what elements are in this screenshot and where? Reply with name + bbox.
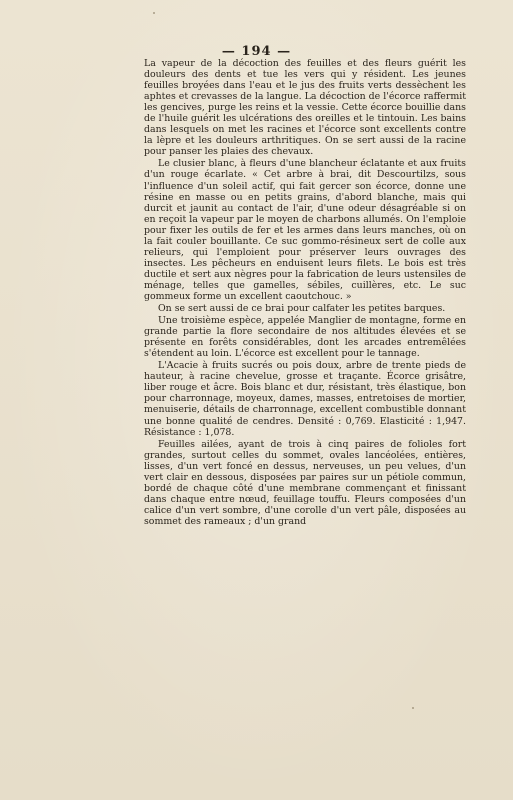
paragraph-manglier-de-montagne: Une troisième espèce, appelée Manglier de montagne, forme en grande partie la flore secondaire de nos altitudes élevées et se présente en forêts considérables, dont les arcades entremêlées s'étendent au loin. L'écorce est excellent pour le tannage.	[144, 315, 466, 360]
body-text	[144, 58, 466, 527]
paper-speck	[412, 707, 414, 709]
paragraph-brai-barques: On se sert aussi de ce brai pour calfater les petites barques.	[158, 303, 446, 315]
paragraph-acacie-fruits-sucres: L'Acacie à fruits sucrés ou pois doux, arbre de trente pieds de hauteur, à racine chevelue, grosse et traçante. Écorce grisâtre, liber rouge et âcre. Bois blanc et dur, résistant, très élastique, bon pour charronnage, moyeux, dames, masses, entretoises de mortier, menuiserie, détails de charronnage, excellent combustible donnant une bonne qualité de cendres. Densité : 0,769. Elasticité : 1,947. Résistance : 1,078.	[144, 360, 466, 438]
paragraph-clusier-blanc: Le clusier blanc, à fleurs d'une blancheur éclatante et aux fruits d'un rouge écarlate. « Cet arbre à brai, dit Descourtilzs, sous l'influence d'un soleil actif, qui fait gercer son écorce, donne une résine en masse ou en petits grains, d'abord blanche, mais qui durcit et jaunit au contact de l'air, d'une odeur désagréable si on en reçoit la vapeur par le moyen de charbons allumés. On l'emploie pour fixer les outils de fer et les armes dans leurs manches, où on la fait couler bouillante. Ce suc gommo-résineux sert de colle aux relieurs, qui l'emploient pour préserver leurs ouvrages des insectes. Les pêcheurs en enduisent leurs filets. Le bois est très ductile et sert aux nègres pour la fabrication de leurs ustensiles de ménage, telles que gamelles, sébiles, cuillères, etc. Le suc gommeux forme un excellent caoutchouc. »	[144, 158, 466, 302]
paragraph-decoction: La vapeur de la décoction des feuilles et des fleurs guérit les douleurs des dents et tue les vers qui y résident. Les jeunes feuilles broyées dans l'eau et le jus des fruits verts dessèchent les aphtes et crevasses de la langue. La décoction de l'écorce raffermit les gencives, purge les reins et la vessie. Cette écorce bouillie dans de l'huile guérit les ulcérations des oreilles et le tintouin. Les bains dans lesquels on met les racines et l'écorce sont excellents contre la lèpre et les douleurs arthritiques. On se sert aussi de la racine pour panser les plaies des chevaux.	[144, 58, 466, 158]
paper-speck	[153, 12, 155, 14]
page-number: — 194 —	[221, 44, 292, 59]
paragraph-feuilles-ailees: Feuilles ailées, ayant de trois à cinq paires de folioles fort grandes, surtout celles du sommet, ovales lancéolées, entières, lisses, d'un vert foncé en dessus, nerveuses, un peu velues, d'un vert clair en dessous, disposées par paires sur un pétiole commun, bordé de chaque côté d'une membrane commençant et finissant dans chaque entre nœud, feuillage touffu. Fleurs composées d'un calice d'un vert sombre, d'une corolle d'un vert pâle, disposées au sommet des rameaux ; d'un grand	[144, 438, 466, 527]
